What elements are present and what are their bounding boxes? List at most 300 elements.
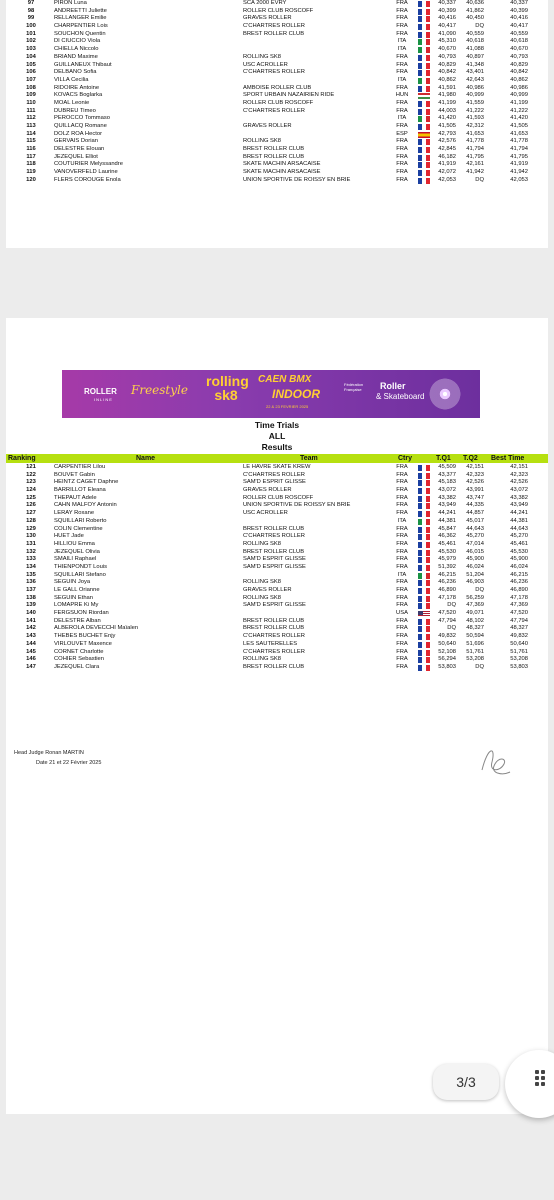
country-cell: FRA [396,625,408,632]
table-row [6,518,548,526]
country-cell: FRA [396,617,408,624]
flag-fra-icon [418,642,430,648]
best-time-cell: 42,151 [510,464,528,470]
tq2-cell: 41,795 [466,153,484,160]
rank-cell: 141 [26,617,36,624]
name-cell: FLERS COROUGE Enola [54,176,121,183]
tq2-cell: 40,450 [466,15,484,22]
tq1-cell: 51,392 [438,563,456,570]
table-row [6,572,548,580]
flag-ita-icon [418,116,430,122]
tq2-cell: 43,401 [466,69,484,76]
best-time-cell: 41,505 [510,123,528,129]
name-cell: RELLANGER Emilie [54,15,107,22]
best-time-cell: 41,919 [510,161,528,168]
team-cell: SCA 2000 EVRY [243,0,287,6]
name-cell: VANOVERFELD Laurine [54,169,118,176]
tq1-cell: 45,530 [438,548,456,555]
flag-fra-icon [418,109,430,115]
country-cell: FRA [396,556,408,563]
country-cell: FRA [396,176,408,183]
tq1-cell: 40,793 [438,53,456,60]
tq2-cell: 56,259 [466,594,484,601]
country-cell: FRA [396,138,408,145]
country-cell: FRA [396,563,408,570]
tq2-cell: 42,151 [466,464,484,470]
table-row [6,8,548,16]
rank-cell: 134 [26,563,36,570]
table-row [6,656,548,664]
flag-fra-icon [418,70,430,76]
rank-cell: 130 [26,533,36,540]
country-cell: FRA [396,648,408,655]
rank-cell: 140 [26,610,36,617]
flag-fra-icon [418,619,430,625]
table-row [6,618,548,626]
table-row [6,641,548,649]
name-cell: CORNET Charlotte [54,648,104,655]
flag-fra-icon [418,657,430,663]
flag-fra-icon [418,496,430,502]
table-row [6,54,548,62]
flag-fra-icon [418,16,430,22]
tq1-cell: 40,417 [438,23,456,30]
flag-fra-icon [418,603,430,609]
tq1-cell: 40,862 [438,76,456,83]
rank-cell: 132 [26,548,36,555]
best-time-cell: 47,369 [510,602,528,609]
best-time-cell: 45,270 [510,533,528,540]
rank-cell: 117 [26,153,36,160]
table-row [6,541,548,549]
best-time-cell: 41,794 [510,146,528,153]
team-cell: LES SAUTERELLES [243,640,298,647]
name-cell: HUET Jade [54,533,84,540]
tq1-cell: 42,053 [438,176,456,183]
header-tq1: T.Q1 [436,455,451,462]
rank-cell: 112 [26,115,36,122]
indoor-logo: INDOOR [272,387,320,401]
tq1-cell: 40,337 [438,0,456,6]
ffrs-logo-text: Fédération Française [344,382,364,392]
flag-fra-icon [418,170,430,176]
flag-fra-icon [418,9,430,15]
country-cell: ITA [397,76,407,83]
name-cell: CHIELLA Niccolo [54,46,99,53]
caen-bmx-logo: CAEN BMX [258,374,312,385]
name-cell: ALBEROLA DEVECCHI Maïalen [54,625,139,632]
country-cell: FRA [396,533,408,540]
header-ranking: Ranking [8,455,36,462]
country-cell: FRA [396,0,408,6]
flag-fra-icon [418,63,430,69]
team-cell: GRAVES ROLLER [243,487,292,494]
flag-fra-icon [418,588,430,594]
name-cell: LOMAPRE Ki My [54,602,99,609]
best-time-cell: 45,530 [510,548,528,555]
tq2-cell: 46,903 [466,579,484,586]
country-cell: FRA [396,602,408,609]
name-cell: KOVACS Boglarka [54,92,103,99]
rank-cell: 123 [26,479,36,486]
table-row [6,123,548,131]
results-page-2 [6,0,548,248]
name-cell: DOLZ ROA Hector [54,130,102,137]
roller-logo-text: ROLLER [84,387,117,396]
tq2-cell: 46,024 [466,563,484,570]
tq2-cell: 43,747 [466,494,484,501]
country-cell: ESP [396,130,408,137]
team-cell: SAM'D ESPRIT GLISSE [243,602,306,609]
name-cell: GERVAIS Dorian [54,138,98,145]
title-results: Results [261,442,293,452]
rank-cell: 102 [26,38,36,45]
table-row [6,495,548,503]
rank-cell: 144 [26,640,36,647]
table-row [6,161,548,169]
best-time-cell: 42,323 [510,471,528,478]
tq2-cell: DQ [475,663,484,670]
team-cell: SAM'D ESPRIT GLISSE [243,563,306,570]
table-row [6,92,548,100]
name-cell: ANDREETTI Juliette [54,7,107,14]
table-row [6,69,548,77]
country-cell: ITA [397,46,407,53]
tq1-cell: 40,670 [438,46,456,53]
rank-cell: 143 [26,633,36,640]
tq2-cell: 42,526 [466,479,484,486]
team-cell: BREST ROLLER CLUB [243,30,305,37]
tq2-cell: 45,900 [466,556,484,563]
event-banner [62,370,480,418]
best-time-cell: 41,653 [510,130,528,137]
results-table [6,464,548,672]
tq2-cell: 42,161 [466,161,484,168]
table-row [6,23,548,31]
tq2-cell: 51,696 [466,640,484,647]
best-time-cell: 40,999 [510,92,528,99]
tq1-cell: 45,183 [438,479,456,486]
table-row [6,664,548,672]
name-cell: GUILLANEUX Thibaut [54,61,112,68]
name-cell: COLIN Clementine [54,525,103,532]
tq2-cell: 40,897 [466,53,484,60]
flag-fra-icon [418,480,430,486]
flag-fra-icon [418,473,430,479]
name-cell: SEGUIN Joya [54,579,91,586]
flag-ita-icon [418,39,430,45]
rank-cell: 113 [26,123,36,129]
country-cell: FRA [396,540,408,547]
country-cell: FRA [396,169,408,176]
table-row [6,595,548,603]
team-cell: SPORT URBAIN NAZAIRIEN RIDE [243,92,335,99]
tq2-cell: 41,794 [466,146,484,153]
flag-fra-icon [418,534,430,540]
name-cell: BRIAND Maxime [54,53,98,60]
name-cell: HILLIOU Emma [54,540,95,547]
rank-cell: 106 [26,69,36,76]
tq2-cell: 41,088 [466,46,484,53]
flag-fra-icon [418,511,430,517]
flag-fra-icon [418,550,430,556]
table-row [6,510,548,518]
name-cell: CAHN MALFOY Antonin [54,502,117,509]
tq2-cell: 49,071 [466,610,484,617]
tq2-cell: 45,270 [466,533,484,540]
team-cell: BREST ROLLER CLUB [243,146,305,153]
tq1-cell: 42,576 [438,138,456,145]
country-cell: FRA [396,656,408,663]
rank-cell: 146 [26,656,36,663]
team-cell: UNION SPORTIVE DE ROISSY EN BRIE [243,176,351,183]
best-time-cell: 53,803 [510,663,528,670]
table-row [6,154,548,162]
rank-cell: 103 [26,46,36,53]
table-header [6,454,548,463]
table-row [6,602,548,610]
rank-cell: 124 [26,487,36,494]
rank-cell: 119 [26,169,36,176]
best-time-cell: 40,829 [510,61,528,68]
tq1-cell: 47,794 [438,617,456,624]
tq2-cell: 40,618 [466,38,484,45]
inline-logo-text: INLINE [94,397,113,402]
flag-fra-icon [418,86,430,92]
tq1-cell: 40,829 [438,61,456,68]
name-cell: FERGSUON Riordan [54,610,109,617]
tq2-cell: 41,593 [466,115,484,122]
country-cell: FRA [396,663,408,670]
name-cell: BOUVET Gabin [54,471,95,478]
name-cell: PEROCCO Tommaso [54,115,110,122]
tq2-cell: 41,653 [466,130,484,137]
tq1-cell: 41,420 [438,115,456,122]
country-cell: FRA [396,548,408,555]
table-row [6,472,548,480]
name-cell: VIRLOUVET Maxence [54,640,112,647]
tq2-cell: DQ [475,176,484,183]
name-cell: SQUILLARI Roberto [54,517,107,524]
best-time-cell: 42,053 [510,176,528,183]
tq2-cell: 40,986 [466,84,484,91]
country-cell: FRA [396,587,408,593]
best-time-cell: 40,986 [510,84,528,91]
rank-cell: 131 [26,540,36,547]
team-cell: UNION SPORTIVE DE ROISSY EN BRIE [243,502,351,509]
tq2-cell: 41,348 [466,61,484,68]
tq2-cell: 51,204 [466,571,484,578]
team-cell: ROLLING SK8 [243,53,282,60]
tq2-cell: 45,017 [466,517,484,524]
rank-cell: 139 [26,602,36,609]
tq1-cell: 56,294 [438,656,456,663]
flag-fra-icon [418,465,430,471]
name-cell: SQUILLARI Stefano [54,571,106,578]
rank-cell: 121 [26,464,36,470]
table-row [6,115,548,123]
table-row [6,526,548,534]
name-cell: JEZEQUEL Olivia [54,548,100,555]
name-cell: BARRILLOT Eleana [54,487,106,494]
team-cell: C'CHARTRES ROLLER [243,648,305,655]
country-cell: USA [396,610,408,617]
tq2-cell: 50,594 [466,633,484,640]
tq1-cell: 43,949 [438,502,456,509]
team-cell: SAM'D ESPRIT GLISSE [243,479,306,486]
results-page-3 [6,318,548,1114]
rank-cell: 99 [27,15,35,22]
tq2-cell: 42,323 [466,471,484,478]
best-time-cell: 40,618 [510,38,528,45]
rank-cell: 100 [26,23,36,30]
country-cell: FRA [396,464,408,470]
table-row [6,487,548,495]
head-judge: Head Judge Ronan MARTIN [14,750,84,756]
best-time-cell: 40,559 [510,30,528,37]
rank-cell: 107 [26,76,36,83]
flag-fra-icon [418,32,430,38]
name-cell: PIRON Luna [54,0,87,6]
tq1-cell: 43,382 [438,494,456,501]
best-time-cell: 40,862 [510,76,528,83]
best-time-cell: 40,417 [510,23,528,30]
event-date: Date 21 et 22 Février 2025 [36,760,102,766]
rank-cell: 114 [26,130,36,137]
team-cell: C'CHARTRES ROLLER [243,533,305,540]
rank-cell: 129 [26,525,36,532]
best-time-cell: 48,327 [510,625,528,632]
table-row [6,479,548,487]
country-cell: FRA [396,471,408,478]
table-row [6,579,548,587]
tq1-cell: 44,381 [438,517,456,524]
name-cell: DELBANO Sofia [54,69,97,76]
tq1-cell: 50,640 [438,640,456,647]
rank-cell: 133 [26,556,36,563]
team-cell: SAM'D ESPRIT GLISSE [243,556,306,563]
tq1-cell: DQ [447,602,456,609]
tq1-cell: 52,108 [438,648,456,655]
country-cell: FRA [396,640,408,647]
country-cell: FRA [396,23,408,30]
tq2-cell: 48,102 [466,617,484,624]
best-time-cell: 40,416 [510,15,528,22]
flag-fra-icon [418,565,430,571]
name-cell: COUTURIER Melyssandre [54,161,123,168]
flag-ita-icon [418,573,430,579]
country-cell: FRA [396,84,408,91]
rank-cell: 137 [26,587,36,593]
name-cell: VILLA Cecilia [54,76,89,83]
title-time-trials: Time Trials [254,420,300,430]
name-cell: SOUCHON Quentin [54,30,106,37]
flag-fra-icon [418,55,430,61]
best-time-cell: 46,215 [510,571,528,578]
tq1-cell: 44,003 [438,107,456,114]
team-cell: C'CHARTRES ROLLER [243,23,305,30]
best-time-cell: 44,643 [510,525,528,532]
name-cell: CHARPENTIER Lois [54,23,108,30]
tq2-cell: 41,778 [466,138,484,145]
ffrs-skate-text: & Skateboard [376,392,425,401]
team-cell: BREST ROLLER CLUB [243,617,305,624]
tq2-cell: 41,862 [466,7,484,14]
team-cell: BREST ROLLER CLUB [243,548,305,555]
flag-ita-icon [418,47,430,53]
country-cell: FRA [396,107,408,114]
best-time-cell: 43,072 [510,487,528,494]
best-time-cell: 41,795 [510,153,528,160]
country-cell: ITA [397,38,407,45]
tq2-cell: 48,327 [466,625,484,632]
tq2-cell: 46,015 [466,548,484,555]
best-time-cell: 47,794 [510,617,528,624]
tq2-cell: 44,857 [466,510,484,517]
table-row [6,31,548,39]
freestyle-logo-text: Freestyle [131,383,188,397]
header-tq2: T.Q2 [463,455,478,462]
table-row [6,100,548,108]
rank-cell: 142 [26,625,36,632]
best-time-cell: 40,399 [510,7,528,14]
table-row [6,62,548,70]
name-cell: MOAL Leonie [54,99,90,106]
country-cell: FRA [396,510,408,517]
title-all: ALL [268,431,286,441]
name-cell: COHIER Sebastien [54,656,104,663]
table-row [6,587,548,595]
team-cell: GRAVES ROLLER [243,15,292,22]
tq2-cell: 47,369 [466,602,484,609]
tq1-cell: 40,399 [438,7,456,14]
rank-cell: 138 [26,594,36,601]
name-cell: RIDOIRE Antoine [54,84,100,91]
country-cell: FRA [396,494,408,501]
flag-fra-icon [418,178,430,184]
best-time-cell: 40,337 [510,0,528,6]
rank-cell: 116 [26,146,36,153]
table-row [6,464,548,472]
team-cell: BREST ROLLER CLUB [243,625,305,632]
best-time-cell: 50,640 [510,640,528,647]
flag-fra-icon [418,1,430,7]
country-cell: FRA [396,146,408,153]
country-cell: FRA [396,525,408,532]
table-row [6,533,548,541]
rank-cell: 105 [26,61,36,68]
table-row [6,108,548,116]
flag-fra-icon [418,596,430,602]
results-table-continued [6,0,548,185]
tq2-cell: 51,761 [466,648,484,655]
team-cell: AMBOISE ROLLER CLUB [243,84,312,91]
grid-icon [535,1070,551,1094]
flag-fra-icon [418,503,430,509]
best-time-cell: 44,381 [510,517,528,524]
tq1-cell: 45,979 [438,556,456,563]
tq1-cell: 40,842 [438,69,456,76]
ffrs-roller-text: Roller [380,381,406,391]
tq1-cell: 40,416 [438,15,456,22]
team-cell: SKATE MACHIN ARSACAISE [243,161,321,168]
team-cell: USC ACROLLER [243,510,288,517]
tq1-cell: 47,520 [438,610,456,617]
flag-fra-icon [418,147,430,153]
tq1-cell: 42,793 [438,130,456,137]
flag-usa-icon [418,611,430,617]
tq1-cell: 46,236 [438,579,456,586]
